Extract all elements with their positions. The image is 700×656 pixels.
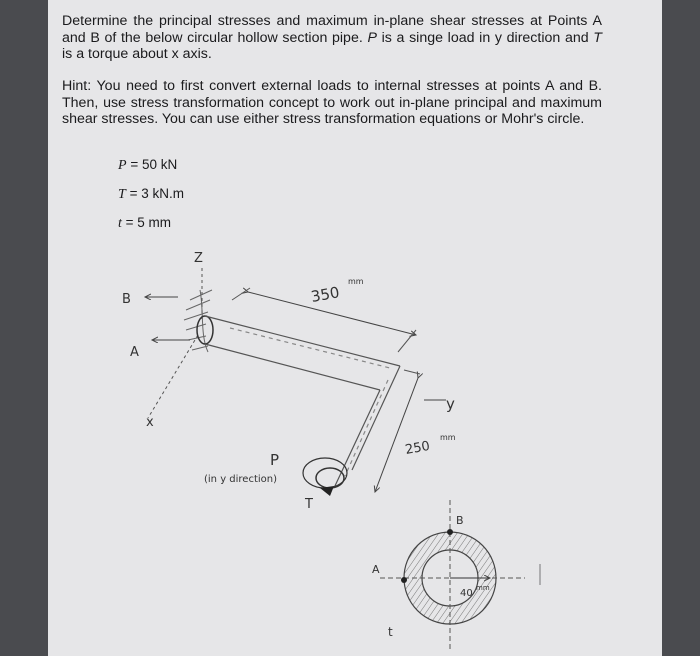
given-t-value: = 3 kN.m <box>129 186 184 201</box>
label-a: A <box>130 345 139 360</box>
statement-line-2: A and B of the below circular hollow section pipe. <box>62 13 602 46</box>
section-point-b <box>447 529 453 535</box>
dim-250-label: 250 <box>404 438 432 458</box>
section-point-a <box>401 577 407 583</box>
statement-line-3a: and <box>564 29 589 46</box>
pipe-loaded-end <box>316 468 344 488</box>
pipe-fixed-end <box>197 316 213 344</box>
statement-line-1: Determine the principal stresses and maximum in-plane shear stresses at Points <box>62 13 588 29</box>
statement-mid: is a singe load in y direction <box>381 29 561 46</box>
given-p-value: = 50 kN <box>130 157 178 172</box>
load-p-direction-note: (in y direction) <box>204 474 278 485</box>
pipe-segment-350 <box>205 316 400 390</box>
dim-350-label: 350 <box>309 283 341 306</box>
radius-label: 40 <box>460 588 473 599</box>
given-thickness-value: = 5 mm <box>125 215 172 230</box>
label-x: x <box>146 415 154 430</box>
dim-350-unit: mm <box>348 277 364 286</box>
x-axis <box>148 335 198 418</box>
statement-p-symbol: P <box>367 29 377 46</box>
pipe-cross-section <box>380 500 525 650</box>
statement-line-3b: is a torque about x axis. <box>62 46 212 62</box>
dim-250-tick-top <box>404 370 420 374</box>
given-p-symbol: P <box>118 158 127 173</box>
radius-unit: mm <box>476 584 490 592</box>
label-y: y <box>446 395 455 413</box>
section-label-t: t <box>388 625 393 639</box>
section-label-b: B <box>456 514 464 527</box>
pipe-segment-250 <box>334 366 400 488</box>
section-label-a: A <box>372 563 380 576</box>
dim-350-tick-right <box>398 330 416 352</box>
torque-t-label: T <box>305 497 313 512</box>
dim-350-tick-left <box>232 288 250 300</box>
hint-paragraph: Hint: You need to first convert external loads to internal stresses at points A and B. Then, use stress transformation concept to work out in-plane principal and maximum shear stresses. You can use either stress transformation equations or Mohr's circle. <box>62 78 602 127</box>
given-thickness-symbol: t <box>118 216 122 231</box>
statement-t-symbol: T <box>593 29 602 46</box>
load-p-label: P <box>270 451 280 469</box>
label-z: Z <box>194 251 203 266</box>
dim-250-unit: mm <box>440 433 456 442</box>
label-b: B <box>122 292 131 307</box>
given-t-symbol: T <box>118 187 126 202</box>
